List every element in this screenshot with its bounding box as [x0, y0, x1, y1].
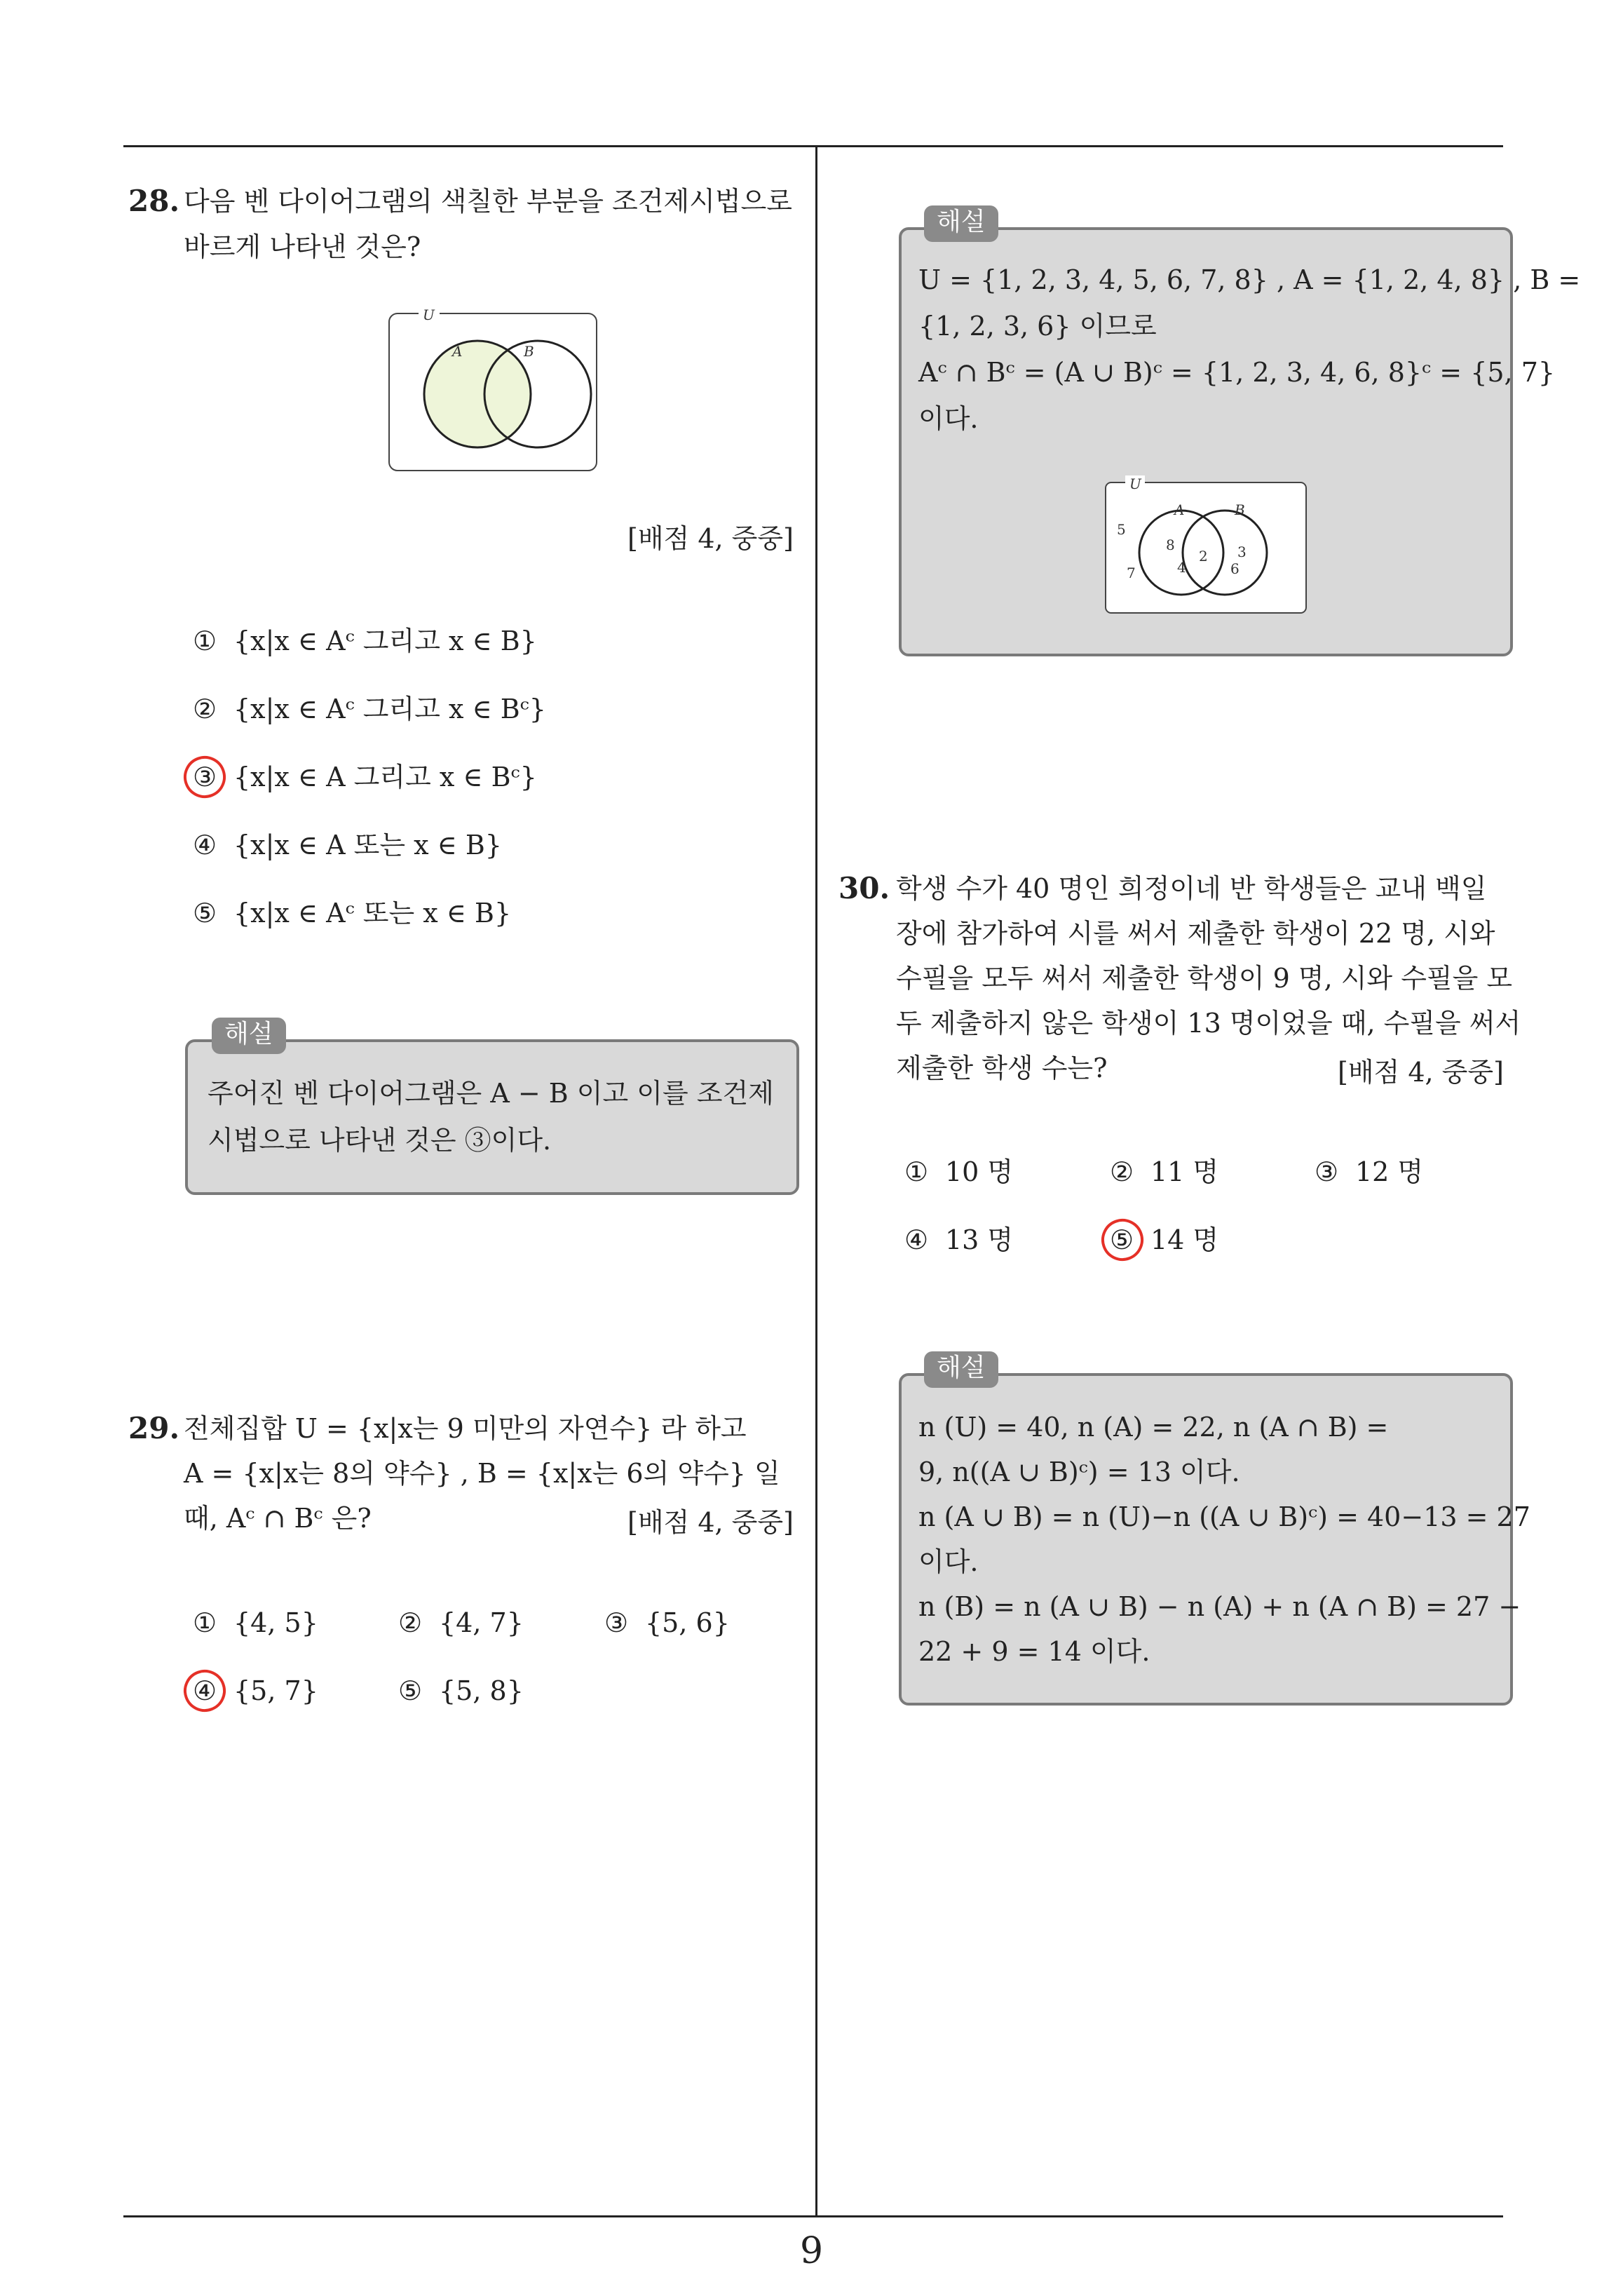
question-text: 장에 참가하여 시를 써서 제출한 학생이 22 명, 시와: [896, 918, 1495, 949]
choice-text: 13 명: [945, 1224, 1014, 1255]
choice-5[interactable]: [193, 900, 511, 926]
choice-text: {4, 5}: [233, 1607, 318, 1638]
choice-text: 14 명: [1150, 1224, 1219, 1255]
solution-text: 9, n((A ∪ B)ᶜ) = 13 이다.: [918, 1457, 1240, 1487]
choice-text: {5, 6}: [645, 1607, 730, 1638]
choice-number: ①: [904, 1156, 929, 1187]
points-label: [배점 4, 중중]: [1338, 1057, 1504, 1088]
choice-number: ⑤: [193, 898, 217, 928]
solution-tab: 해설: [924, 205, 998, 242]
choice-text: {x|x ∈ Aᶜ 또는 x ∈ B}: [233, 898, 512, 928]
solution-text: n (B) = n (A ∪ B) − n (A) + n (A ∩ B) = 27 −: [918, 1591, 1521, 1622]
question-number: 30.: [838, 871, 890, 905]
solution-venn-diagram: [1104, 474, 1308, 614]
points-label: [배점 4, 중중]: [627, 1507, 794, 1538]
element-outside: 5: [1117, 521, 1126, 538]
choice-2[interactable]: [193, 696, 546, 722]
set-a-circle: [424, 341, 531, 447]
choice-3[interactable]: [193, 764, 537, 790]
solution-text: 주어진 벤 다이어그램은 A − B 이고 이를 조건제: [208, 1078, 774, 1109]
venn-diagram: [388, 306, 598, 472]
solution-text: n (U) = 40, n (A) = 22, n (A ∩ B) =: [918, 1412, 1389, 1443]
element-both: 2: [1199, 548, 1208, 565]
answer-mark-circle: [1096, 1213, 1150, 1267]
solution-text: n (A ∪ B) = n (U)−n ((A ∪ B)ᶜ) = 40−13 = 27: [918, 1501, 1530, 1532]
question-text: 바르게 나타낸 것은?: [184, 231, 421, 262]
answer-mark-circle: [178, 750, 232, 804]
choice-number: ③: [604, 1607, 629, 1638]
answer-mark-circle: [178, 1664, 232, 1718]
choice-1[interactable]: [904, 1156, 1014, 1187]
choice-1[interactable]: [193, 1609, 318, 1636]
choice-text: {x|x ∈ Aᶜ 그리고 x ∈ Bᶜ}: [233, 694, 546, 724]
label-b: B: [524, 343, 534, 360]
choice-2[interactable]: [1110, 1156, 1219, 1187]
choice-5[interactable]: [398, 1677, 524, 1704]
question-text: 두 제출하지 않은 학생이 13 명이었을 때, 수필을 써서: [896, 1008, 1521, 1039]
header-rule: [123, 145, 1503, 147]
points-label: [배점 4, 중중]: [627, 523, 794, 554]
choice-number: ⑤: [398, 1675, 423, 1706]
question-text: A = {x|x는 8의 약수} , B = {x|x는 6의 약수} 일: [184, 1458, 780, 1489]
element-outside: 7: [1127, 565, 1136, 581]
footer-rule: [123, 2215, 1503, 2217]
choice-text: 12 명: [1355, 1156, 1424, 1187]
question-text: 때, Aᶜ ∩ Bᶜ 은?: [184, 1503, 372, 1534]
label-u: U: [423, 306, 435, 323]
element-b-only: 3: [1237, 543, 1247, 560]
choice-number: ⑤: [1110, 1224, 1134, 1255]
choice-number: ①: [193, 626, 217, 656]
solution-tab: 해설: [212, 1018, 286, 1054]
question-text: 전체집합 U = {x|x는 9 미만의 자연수} 라 하고: [184, 1413, 747, 1444]
choice-3[interactable]: [604, 1609, 730, 1636]
choice-number: ②: [398, 1607, 423, 1638]
element-b-only: 6: [1230, 560, 1240, 577]
solution-text: U = {1, 2, 3, 4, 5, 6, 7, 8} , A = {1, 2, 4, 8} , B =: [918, 264, 1581, 295]
choice-text: 11 명: [1150, 1156, 1219, 1187]
question-text: 수필을 모두 써서 제출한 학생이 9 명, 시와 수필을 모: [896, 963, 1513, 994]
element-a-only: 4: [1177, 559, 1186, 576]
label-a: A: [452, 343, 463, 360]
column-divider: [815, 145, 817, 2215]
choice-3[interactable]: [1315, 1156, 1424, 1187]
choice-number: ④: [904, 1224, 929, 1255]
solution-box: [185, 1039, 799, 1195]
solution-text: {1, 2, 3, 6} 이므로: [918, 311, 1157, 342]
label-a: A: [1174, 501, 1185, 518]
label-u: U: [1129, 475, 1141, 492]
solution-text: 22 + 9 = 14 이다.: [918, 1636, 1150, 1667]
choice-number: ③: [1315, 1156, 1339, 1187]
choice-text: {x|x ∈ A 또는 x ∈ B}: [233, 830, 502, 860]
question-number: 29.: [128, 1411, 180, 1445]
label-b: B: [1235, 501, 1245, 518]
choice-1[interactable]: [193, 628, 537, 654]
choice-text: {5, 8}: [439, 1675, 524, 1706]
solution-text: 시법으로 나타낸 것은 ③이다.: [208, 1125, 552, 1156]
solution-text: 이다.: [918, 1546, 979, 1577]
choice-text: {x|x ∈ Aᶜ 그리고 x ∈ B}: [233, 626, 537, 656]
choice-2[interactable]: [398, 1609, 524, 1636]
solution-tab: 해설: [924, 1351, 998, 1388]
choice-number: ②: [1110, 1156, 1134, 1187]
question-text: 학생 수가 40 명인 희정이네 반 학생들은 교내 백일: [896, 873, 1487, 904]
choice-number: ③: [193, 762, 217, 792]
solution-text: Aᶜ ∩ Bᶜ = (A ∪ B)ᶜ = {1, 2, 3, 4, 6, 8}ᶜ = {5, 7}: [918, 357, 1556, 388]
choice-text: {4, 7}: [439, 1607, 524, 1638]
choice-text: {x|x ∈ A 그리고 x ∈ Bᶜ}: [233, 762, 537, 792]
choice-number: ④: [193, 830, 217, 860]
question-text: 다음 벤 다이어그램의 색칠한 부분을 조건제시법으로: [184, 186, 792, 217]
choice-number: ②: [193, 694, 217, 724]
choice-4[interactable]: [193, 832, 502, 858]
element-a-only: 8: [1166, 536, 1175, 553]
page-number: 9: [799, 2230, 824, 2272]
question-text: 제출한 학생 수는?: [896, 1053, 1108, 1083]
solution-text: 이다.: [918, 403, 979, 434]
choice-text: {5, 7}: [233, 1675, 318, 1706]
choice-number: ④: [193, 1675, 217, 1706]
choice-4[interactable]: [904, 1224, 1014, 1255]
question-number: 28.: [128, 184, 180, 218]
choice-text: 10 명: [945, 1156, 1014, 1187]
choice-number: ①: [193, 1607, 217, 1638]
